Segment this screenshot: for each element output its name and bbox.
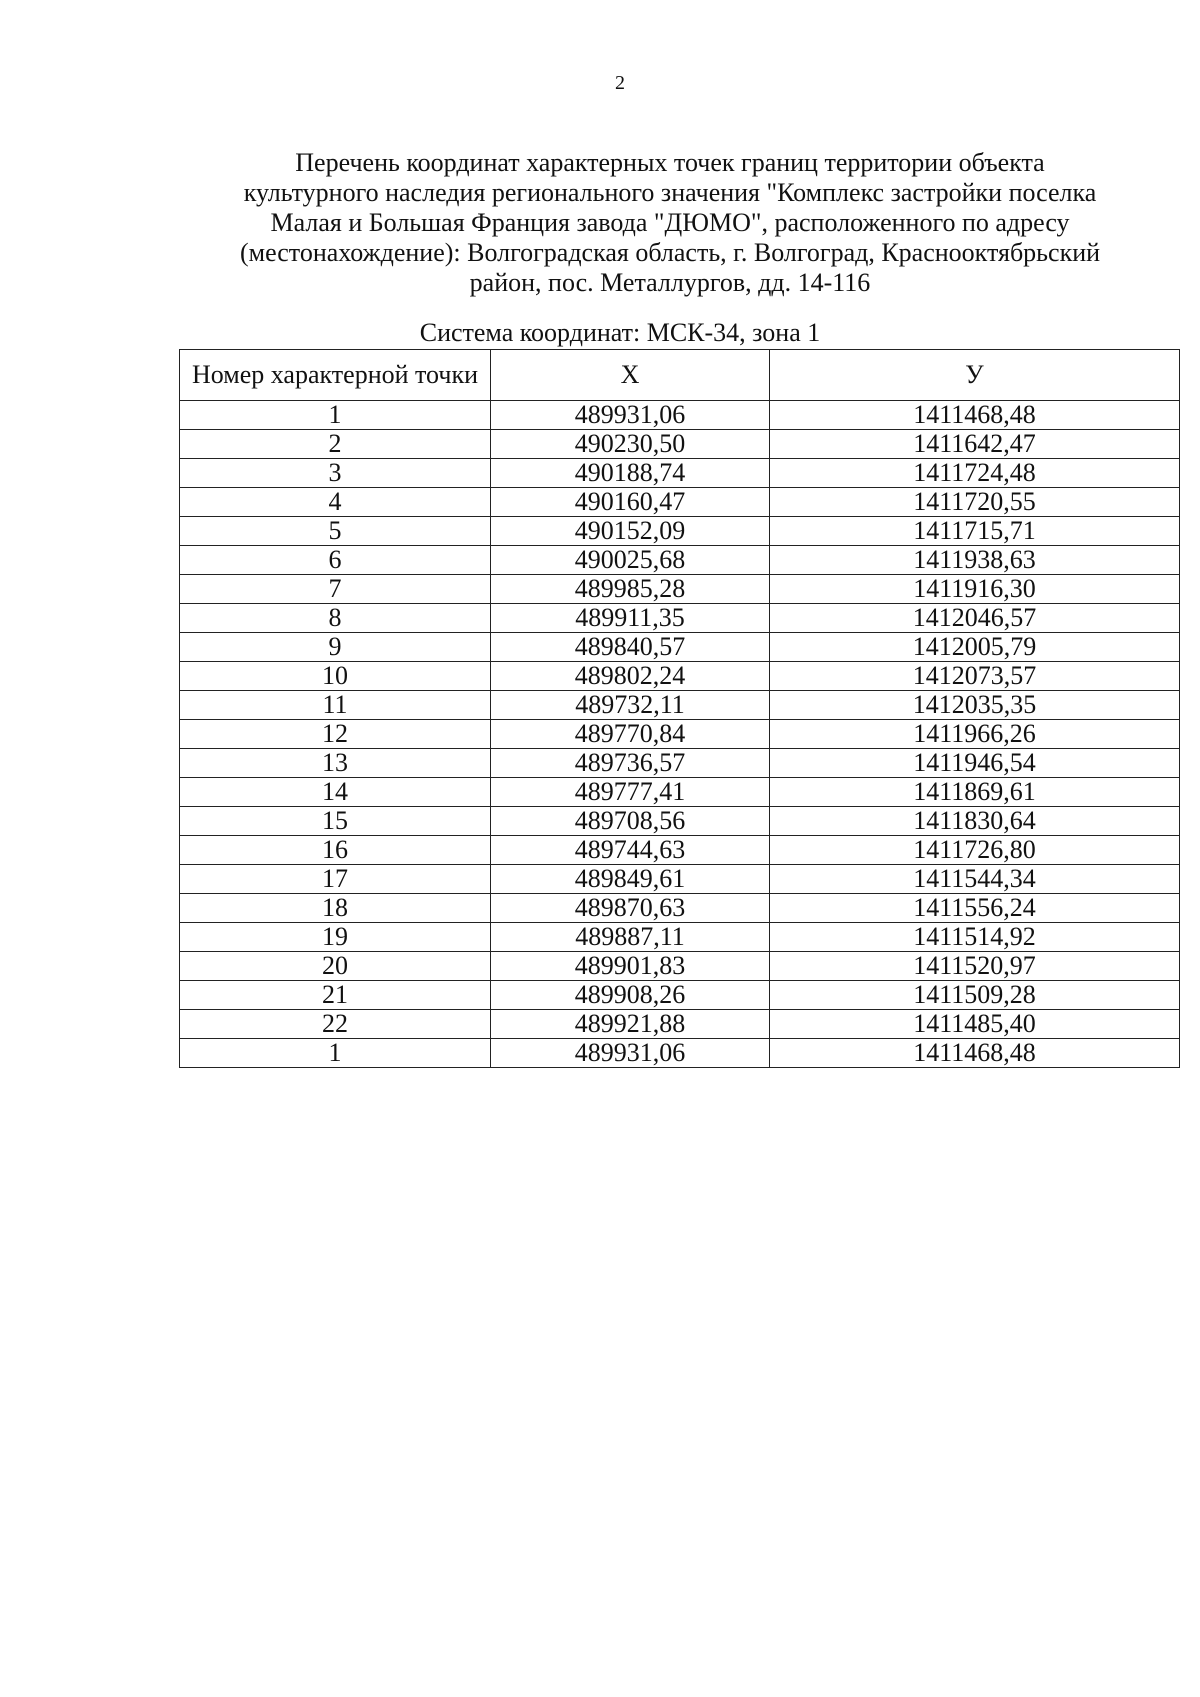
cell-point-number: 8	[180, 604, 491, 633]
cell-point-number: 4	[180, 488, 491, 517]
cell-x: 489870,63	[491, 894, 770, 923]
table-row	[180, 604, 1180, 633]
cell-y: 1411556,24	[770, 894, 1180, 923]
cell-point-number: 7	[180, 575, 491, 604]
cell-x: 489931,06	[491, 1039, 770, 1068]
table-row	[180, 662, 1180, 691]
table-row	[180, 517, 1180, 546]
table-row	[180, 749, 1180, 778]
page-number: 2	[615, 72, 625, 94]
cell-y: 1411544,34	[770, 865, 1180, 894]
cell-y: 1411938,63	[770, 546, 1180, 575]
cell-point-number: 22	[180, 1010, 491, 1039]
cell-x: 489921,88	[491, 1010, 770, 1039]
cell-point-number: 12	[180, 720, 491, 749]
cell-point-number: 21	[180, 981, 491, 1010]
title-line: район, пос. Металлургов, дд. 14-116	[469, 268, 871, 297]
cell-y: 1411726,80	[770, 836, 1180, 865]
table-row	[180, 952, 1180, 981]
cell-point-number: 6	[180, 546, 491, 575]
cell-x: 489802,24	[491, 662, 770, 691]
cell-x: 489887,11	[491, 923, 770, 952]
table-row	[180, 401, 1180, 430]
table-row	[180, 981, 1180, 1010]
cell-point-number: 1	[180, 401, 491, 430]
cell-x: 489840,57	[491, 633, 770, 662]
cell-x: 489849,61	[491, 865, 770, 894]
document-title	[170, 148, 1170, 298]
title-line: Малая и Большая Франция завода "ДЮМО", расположенного по адресу	[270, 208, 1070, 237]
cell-y: 1411869,61	[770, 778, 1180, 807]
cell-y: 1411724,48	[770, 459, 1180, 488]
table-row	[180, 459, 1180, 488]
cell-y: 1411830,64	[770, 807, 1180, 836]
cell-point-number: 10	[180, 662, 491, 691]
cell-x: 489732,11	[491, 691, 770, 720]
table-row	[180, 778, 1180, 807]
table-row	[180, 633, 1180, 662]
cell-x: 489908,26	[491, 981, 770, 1010]
table-header-row	[180, 350, 1180, 401]
cell-x: 489777,41	[491, 778, 770, 807]
table-body	[180, 401, 1180, 1068]
cell-y: 1412073,57	[770, 662, 1180, 691]
coordinates-table	[179, 349, 1180, 1068]
cell-x: 490230,50	[491, 430, 770, 459]
cell-point-number: 20	[180, 952, 491, 981]
cell-y: 1411509,28	[770, 981, 1180, 1010]
cell-y: 1411720,55	[770, 488, 1180, 517]
cell-x: 490152,09	[491, 517, 770, 546]
cell-point-number: 16	[180, 836, 491, 865]
cell-x: 489931,06	[491, 401, 770, 430]
cell-point-number: 19	[180, 923, 491, 952]
cell-point-number: 18	[180, 894, 491, 923]
header-y: У	[770, 350, 1180, 401]
table-row	[180, 923, 1180, 952]
cell-point-number: 11	[180, 691, 491, 720]
table-row	[180, 1010, 1180, 1039]
table-row	[180, 691, 1180, 720]
table-row	[180, 894, 1180, 923]
table-row	[180, 1039, 1180, 1068]
cell-point-number: 15	[180, 807, 491, 836]
cell-point-number: 17	[180, 865, 491, 894]
cell-y: 1412005,79	[770, 633, 1180, 662]
cell-x: 489736,57	[491, 749, 770, 778]
table-row	[180, 865, 1180, 894]
cell-point-number: 13	[180, 749, 491, 778]
cell-x: 489770,84	[491, 720, 770, 749]
table-row	[180, 720, 1180, 749]
cell-x: 490188,74	[491, 459, 770, 488]
cell-y: 1411642,47	[770, 430, 1180, 459]
table-row	[180, 488, 1180, 517]
cell-y: 1411468,48	[770, 1039, 1180, 1068]
cell-point-number: 3	[180, 459, 491, 488]
table-row	[180, 546, 1180, 575]
header-x: X	[491, 350, 770, 401]
coordinate-system-caption: Система координат: МСК-34, зона 1	[419, 318, 821, 347]
cell-x: 490160,47	[491, 488, 770, 517]
table-row	[180, 807, 1180, 836]
cell-x: 489901,83	[491, 952, 770, 981]
cell-point-number: 1	[180, 1039, 491, 1068]
cell-y: 1412035,35	[770, 691, 1180, 720]
cell-point-number: 14	[180, 778, 491, 807]
title-line: (местонахождение): Волгоградская область, г. Волгоград, Краснооктябрьский	[239, 238, 1101, 267]
header-point-number: Номер характерной точки	[180, 350, 491, 401]
cell-y: 1411514,92	[770, 923, 1180, 952]
cell-x: 489911,35	[491, 604, 770, 633]
cell-point-number: 5	[180, 517, 491, 546]
cell-x: 489744,63	[491, 836, 770, 865]
title-line: Перечень координат характерных точек границ территории объекта	[295, 148, 1045, 177]
cell-point-number: 2	[180, 430, 491, 459]
table-row	[180, 836, 1180, 865]
cell-y: 1411715,71	[770, 517, 1180, 546]
cell-y: 1411485,40	[770, 1010, 1180, 1039]
cell-y: 1411468,48	[770, 401, 1180, 430]
title-line: культурного наследия регионального значения "Комплекс застройки поселка	[243, 178, 1097, 207]
cell-y: 1411946,54	[770, 749, 1180, 778]
cell-x: 489708,56	[491, 807, 770, 836]
cell-x: 489985,28	[491, 575, 770, 604]
cell-y: 1411520,97	[770, 952, 1180, 981]
cell-y: 1412046,57	[770, 604, 1180, 633]
table-row	[180, 430, 1180, 459]
cell-x: 490025,68	[491, 546, 770, 575]
cell-point-number: 9	[180, 633, 491, 662]
cell-y: 1411916,30	[770, 575, 1180, 604]
cell-y: 1411966,26	[770, 720, 1180, 749]
table-row	[180, 575, 1180, 604]
